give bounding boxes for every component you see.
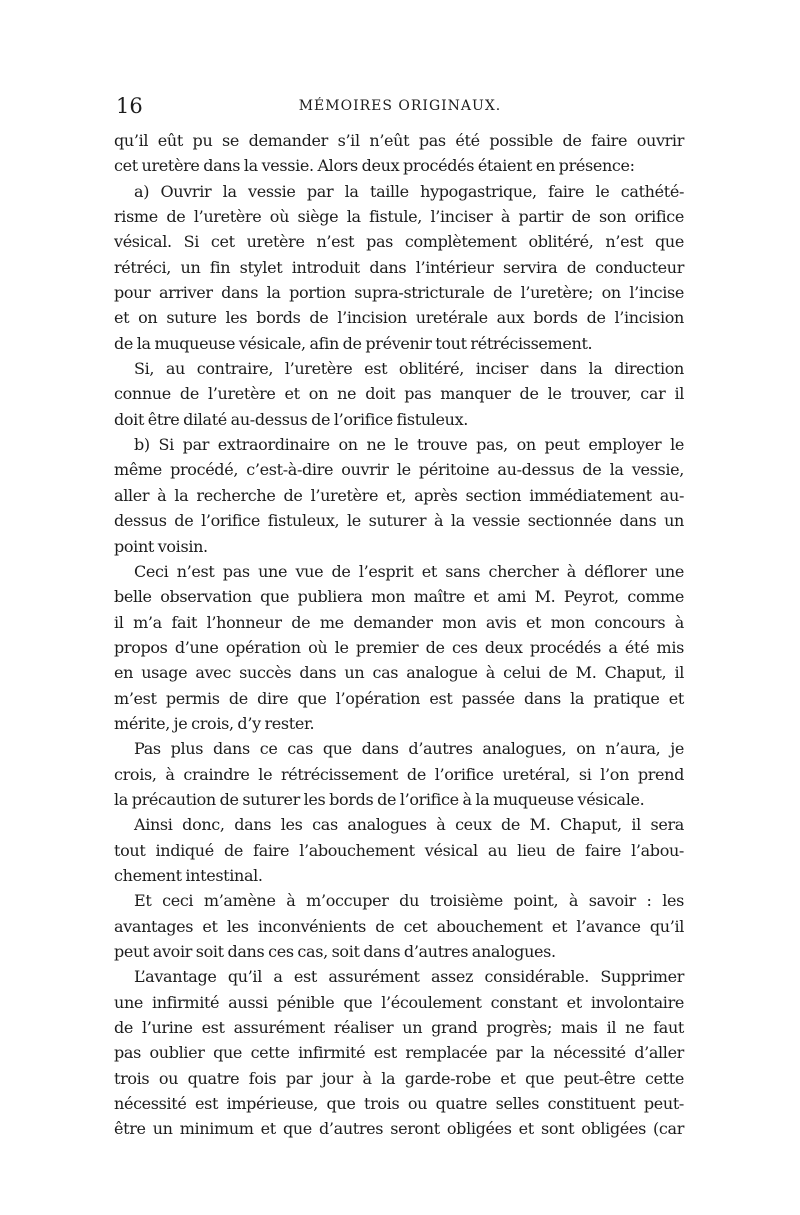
text-line: Pas plus dans ce cas que dans d’autres analogues, on n’aura, je: [134, 739, 684, 759]
paragraph: [114, 812, 684, 888]
text-line: même procédé, c’est-à-dire ouvrir le péritoine au-dessus de la vessie,: [114, 460, 684, 480]
paragraph: [114, 736, 684, 812]
text-line: de l’urine est assurément réaliser un grand progrès; mais il ne faut: [114, 1018, 684, 1038]
text-line: cet uretère dans la vessie. Alors deux procédés étaient en présence:: [114, 156, 635, 176]
paragraph: [114, 559, 684, 736]
text-line: a) Ouvrir la vessie par la taille hypogastrique, faire le cathété-: [134, 181, 684, 201]
text-line: dessus de l’orifice fistuleux, le suturer à la vessie sectionnée dans un: [114, 511, 684, 531]
text-line: Ceci n’est pas une vue de l’esprit et sans chercher à déflorer une: [134, 561, 684, 581]
paragraph: [114, 432, 684, 559]
text-line: chement intestinal.: [114, 865, 263, 885]
text-line: risme de l’uretère où siège la fistule, l’inciser à partir de son orifice: [114, 207, 684, 227]
text-line: pour arriver dans la portion supra-stricturale de l’uretère; on l’incise: [114, 283, 684, 303]
text-line: Si, au contraire, l’uretère est oblitéré, inciser dans la direction: [134, 359, 684, 379]
paragraph: [114, 356, 684, 432]
text-line: b) Si par extraordinaire on ne le trouve pas, on peut employer le: [134, 435, 684, 455]
text-line: aller à la recherche de l’uretère et, après section immédiatement au-: [114, 485, 684, 505]
text-line: belle observation que publiera mon maître et ami M. Peyrot, comme: [114, 587, 684, 607]
paragraph: [114, 964, 684, 1141]
body-text: [114, 128, 684, 1142]
text-line: connue de l’uretère et on ne doit pas manquer de le trouver, car il: [114, 384, 684, 404]
text-line: il m’a fait l’honneur de me demander mon avis et mon concours à: [114, 612, 684, 632]
text-line: doit être dilaté au-dessus de l’orifice fistuleux.: [114, 409, 469, 429]
paragraph: [114, 179, 684, 356]
text-line: être un minimum et que d’autres seront obligées et sont obligées (car: [114, 1119, 684, 1139]
page-header: [116, 93, 684, 119]
text-line: pas oublier que cette infirmité est remplacée par la nécessité d’aller: [114, 1043, 684, 1063]
paragraph: [114, 888, 684, 964]
text-line: Et ceci m’amène à m’occuper du troisième point, à savoir : les: [134, 891, 684, 911]
text-line: et on suture les bords de l’incision uretérale aux bords de l’incision: [114, 308, 684, 328]
page-number: 16: [116, 94, 143, 118]
paragraph: [114, 128, 684, 179]
text-line: Ainsi donc, dans les cas analogues à ceux de M. Chaput, il sera: [134, 815, 684, 835]
text-line: de la muqueuse vésicale, afin de prévenir tout rétrécissement.: [114, 333, 593, 353]
text-line: tout indiqué de faire l’abouchement vésical au lieu de faire l’abou-: [114, 840, 684, 860]
text-line: peut avoir soit dans ces cas, soit dans d’autres analogues.: [114, 942, 556, 961]
text-line: L’avantage qu’il a est assurément assez considérable. Supprimer: [134, 967, 684, 987]
text-line: crois, à craindre le rétrécissement de l’orifice uretéral, si l’on prend: [114, 764, 684, 784]
text-line: trois ou quatre fois par jour à la garde-robe et que peut-être cette: [114, 1068, 684, 1088]
running-head: MÉMOIRES ORIGINAUX.: [298, 98, 502, 114]
text-line: avantages et les inconvénients de cet abouchement et l’avance qu’il: [114, 916, 684, 936]
text-line: la précaution de suturer les bords de l’orifice à la muqueuse vésicale.: [114, 789, 645, 809]
text-line: mérite, je crois, d’y rester.: [114, 713, 315, 733]
text-line: m’est permis de dire que l’opération est passée dans la pratique et: [114, 688, 684, 708]
text-line: vésical. Si cet uretère n’est pas complètement oblitéré, n’est que: [114, 232, 684, 252]
text-line: nécessité est impérieuse, que trois ou quatre selles constituent peut-: [114, 1094, 684, 1114]
text-line: une infirmité aussi pénible que l’écoulement constant et involontaire: [114, 992, 684, 1012]
text-line: en usage avec succès dans un cas analogue à celui de M. Chaput, il: [114, 663, 684, 683]
text-line: rétréci, un fin stylet introduit dans l’intérieur servira de conducteur: [114, 257, 684, 277]
text-line: qu’il eût pu se demander s’il n’eût pas été possible de faire ouvrir: [114, 131, 684, 150]
text-line: point voisin.: [114, 536, 208, 556]
text-line: propos d’une opération où le premier de ces deux procédés a été mis: [114, 637, 684, 657]
